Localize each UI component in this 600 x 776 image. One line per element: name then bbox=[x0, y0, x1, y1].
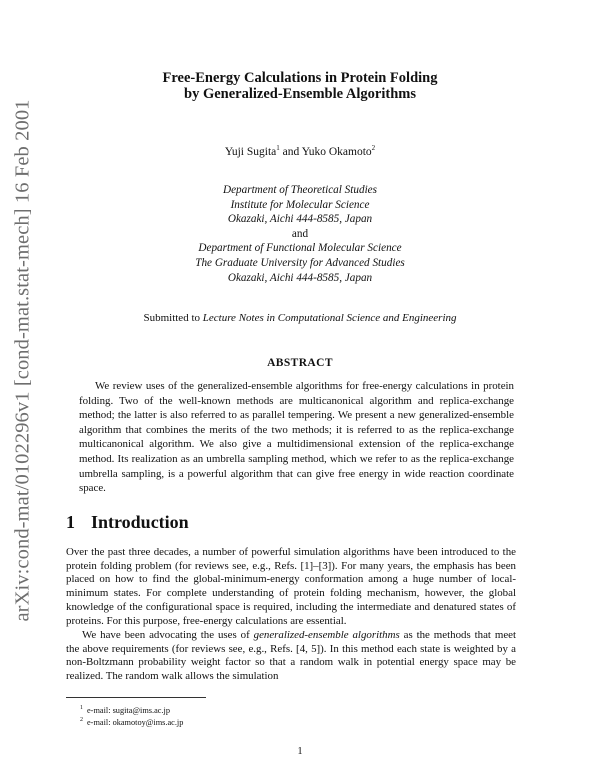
affiliation-2-institute: The Graduate University for Advanced Studies bbox=[195, 256, 405, 269]
author-2-footnote-mark: 2 bbox=[371, 144, 376, 152]
author-line bbox=[80, 144, 520, 158]
section-title: Introduction bbox=[91, 512, 189, 532]
affiliations bbox=[80, 183, 520, 285]
paper-title bbox=[80, 70, 520, 102]
intro-paragraph-2-emphasis: generalized-ensemble algorithms bbox=[253, 629, 400, 641]
intro-paragraph-2-rest: as the methods that meet the above requirements (for reviews see, e.g., Refs. [4, 5]). In this method each state is weighted by a non-Boltzmann probability weight factor so that a random walk in potential energy space may be realized. The random walk allows the simulation bbox=[66, 629, 517, 683]
affiliation-1-institute: Institute for Molecular Science bbox=[230, 198, 370, 211]
affiliation-2-department: Department of Functional Molecular Science bbox=[198, 242, 402, 255]
footnote-1-mark: 1 bbox=[80, 705, 83, 711]
affiliation-1-department: Department of Theoretical Studies bbox=[222, 184, 377, 196]
author-conjunction: and bbox=[279, 145, 302, 158]
footnote-divider bbox=[66, 697, 206, 698]
footnote-2-text: e-mail: okamotoy@ims.ac.jp bbox=[87, 717, 184, 727]
arxiv-identifier-text: arXiv:cond-mat/0102296v1 [cond-mat.stat-mech] 16 Feb 2001 bbox=[11, 98, 34, 622]
footnote-1-text: e-mail: sugita@ims.ac.jp bbox=[87, 705, 170, 715]
abstract-heading: ABSTRACT bbox=[267, 357, 333, 369]
footnote-2 bbox=[80, 715, 183, 728]
section-heading bbox=[66, 512, 189, 533]
author-2: Yuko Okamoto bbox=[301, 145, 372, 158]
author-1-footnote-mark: 1 bbox=[276, 144, 280, 152]
affiliation-1-address: Okazaki, Aichi 444-8585, Japan bbox=[227, 213, 373, 226]
intro-paragraph-2 bbox=[66, 629, 516, 684]
affiliation-2-address: Okazaki, Aichi 444-8585, Japan bbox=[227, 271, 373, 284]
intro-paragraph-2-start: We have been advocating the uses of bbox=[82, 629, 254, 641]
title-line-1: Free-Energy Calculations in Protein Folding bbox=[162, 70, 438, 86]
page-number: 1 bbox=[297, 746, 303, 757]
submission-note bbox=[80, 312, 520, 324]
abstract-body: We review uses of the generalized-ensemble algorithms for free-energy calculations in protein folding. Two of the well-known methods are multicanonical algorithm and replica-exchange method; the latter is also referred to as parallel tempering. We present a new generalized-ensemble algorithm that combines the merits of the two methods; it is referred to as the replica-exchange multicanonical algorithm. We also give a multidimensional extension of the replica-exchange method. Its realization as an umbrella sampling method, which we refer to as the replica-exchange umbrella sampling, is a powerful algorithm that can give free energy in wide reaction coordinate space. bbox=[79, 380, 514, 495]
section-number: 1 bbox=[66, 512, 75, 532]
submission-venue: Lecture Notes in Computational Science and Engineering bbox=[202, 312, 457, 324]
affiliation-conjunction: and bbox=[291, 227, 309, 240]
title-line-2: by Generalized-Ensemble Algorithms bbox=[184, 86, 416, 102]
intro-paragraph-1: Over the past three decades, a number of powerful simulation algorithms have been introduced to the protein folding problem (for reviews see, e.g., Refs. [1]–[3]). For many years, the emphasis has been placed on how to find the global-minimum-energy conformation among a huge number of local-minimum states. For complete understanding of protein folding mechanism, however, the global knowledge of the configurational space is required, including the intermediate and denatured states of proteins. For this purpose, free-energy calculations are essential. bbox=[66, 546, 516, 627]
author-1: Yuji Sugita bbox=[224, 145, 277, 158]
submission-prefix: Submitted to bbox=[143, 312, 203, 324]
footnote-1 bbox=[80, 703, 170, 716]
arxiv-identifier-stamp bbox=[6, 60, 40, 660]
footnote-2-mark: 2 bbox=[80, 717, 83, 723]
